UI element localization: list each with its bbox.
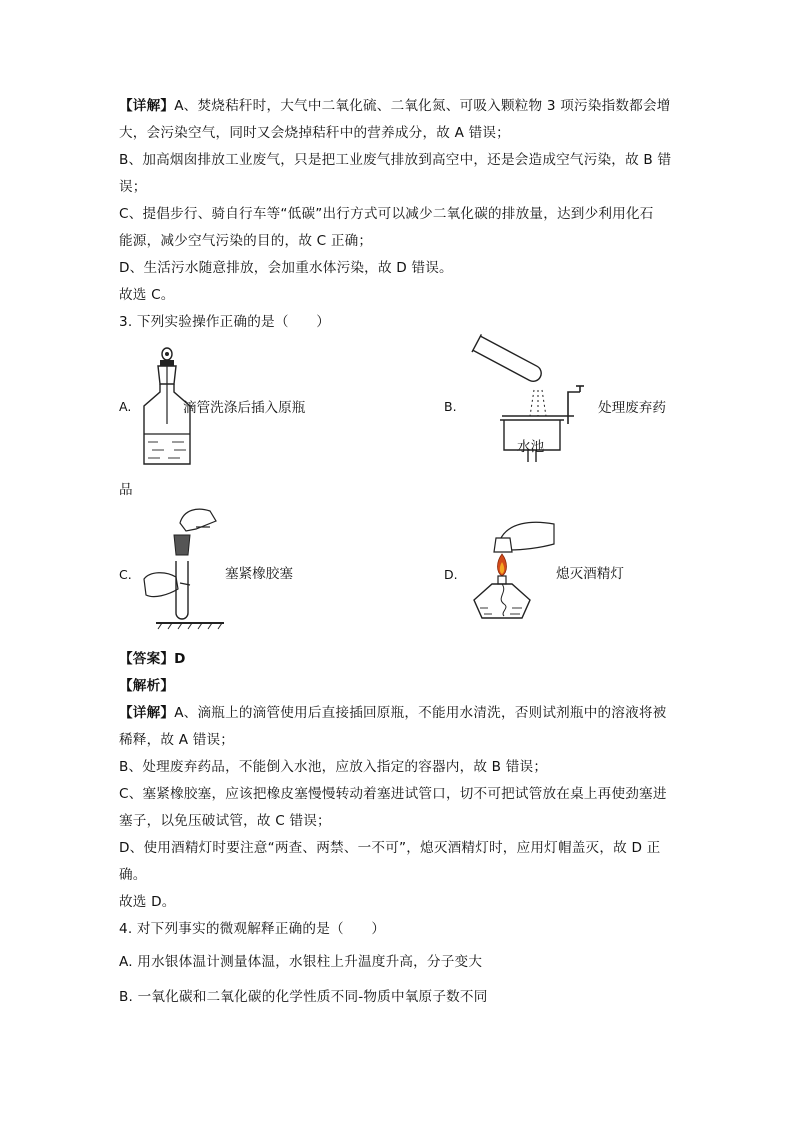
q4-option-a: A. 用水银体温计测量体温，水银柱上升温度升高，分子变大: [119, 954, 483, 970]
option-c-label: C.: [119, 567, 132, 582]
option-b-caption: 处理废弃药: [598, 400, 666, 416]
q2-detail-d-line: D、生活污水随意排放，会加重水体污染，故 D 错误。: [119, 260, 453, 276]
option-b-label: B.: [444, 399, 457, 414]
q3-detail-a-line1: 【详解】A、滴瓶上的滴管使用后直接插回原瓶，不能用水清洗，否则试剂瓶中的溶液将被: [119, 705, 667, 721]
q2-detail-a-line2: 大，会污染空气，同时又会烧掉秸秆中的营养成分，故 A 错误；: [119, 125, 510, 141]
q2-detail-b-line1: B、加高烟囱排放工业废气，只是把工业废气排放到高空中，还是会造成空气污染，故 B 错: [119, 152, 672, 168]
q3-detail-c-line1: C、塞紧橡胶塞，应该把橡皮塞慢慢转动着塞进试管口，切不可把试管放在桌上再使劲塞进: [119, 786, 667, 802]
q3-detail-c-line2: 塞子，以免压破试管，故 C 错误；: [119, 813, 331, 829]
option-a-caption: 滴管洗涤后插入原瓶: [183, 400, 306, 416]
q3-detail-a-line2: 稀释，故 A 错误；: [119, 732, 235, 748]
q3-analysis-heading: 【解析】: [119, 678, 175, 694]
q3-stem: 3. 下列实验操作正确的是（ ）: [119, 314, 331, 330]
q3-detail-d-line1: D、使用酒精灯时要注意“两查、两禁、一不可”，熄灭酒精灯时，应用灯帽盖灭，故 D 正: [119, 840, 661, 856]
option-b-caption-wrap: 品: [119, 482, 133, 498]
sink-label: 水池: [517, 439, 545, 455]
stopper-test-tube-figure: [140, 505, 230, 633]
alcohol-lamp-figure: [470, 514, 562, 626]
option-d-label: D.: [444, 567, 458, 582]
q2-conclusion: 故选 C。: [119, 287, 175, 303]
detail-tag: 【详解】: [119, 98, 175, 114]
q2-detail-b-line2: 误；: [119, 179, 147, 195]
q3-detail-b-line: B、处理废弃药品，不能倒入水池，应放入指定的容器内，故 B 错误；: [119, 759, 548, 775]
q4-stem: 4. 对下列事实的微观解释正确的是（ ）: [119, 921, 386, 937]
q3-answer: 【答案】D: [119, 651, 186, 667]
q3-conclusion: 故选 D。: [119, 894, 176, 910]
q2-detail-c-line2: 能源，减少空气污染的目的，故 C 正确；: [119, 233, 373, 249]
q2-detail-c-line1: C、提倡步行、骑自行车等“低碳”出行方式可以减少二氧化碳的排放量，达到少利用化石: [119, 206, 654, 222]
option-d-caption: 熄灭酒精灯: [556, 566, 624, 582]
option-c-caption: 塞紧橡胶塞: [225, 566, 293, 582]
detail-tag: 【详解】: [119, 705, 175, 721]
option-a-label: A.: [119, 399, 132, 414]
q2-detail-a-line1: 【详解】A、焚烧秸秆时，大气中二氧化硫、二氧化氮、可吸入颗粒物 3 项污染指数都会增: [119, 98, 671, 114]
q4-option-b: B. 一氧化碳和二氧化碳的化学性质不同-物质中氧原子数不同: [119, 989, 488, 1005]
q3-detail-d-line2: 确。: [119, 867, 147, 883]
